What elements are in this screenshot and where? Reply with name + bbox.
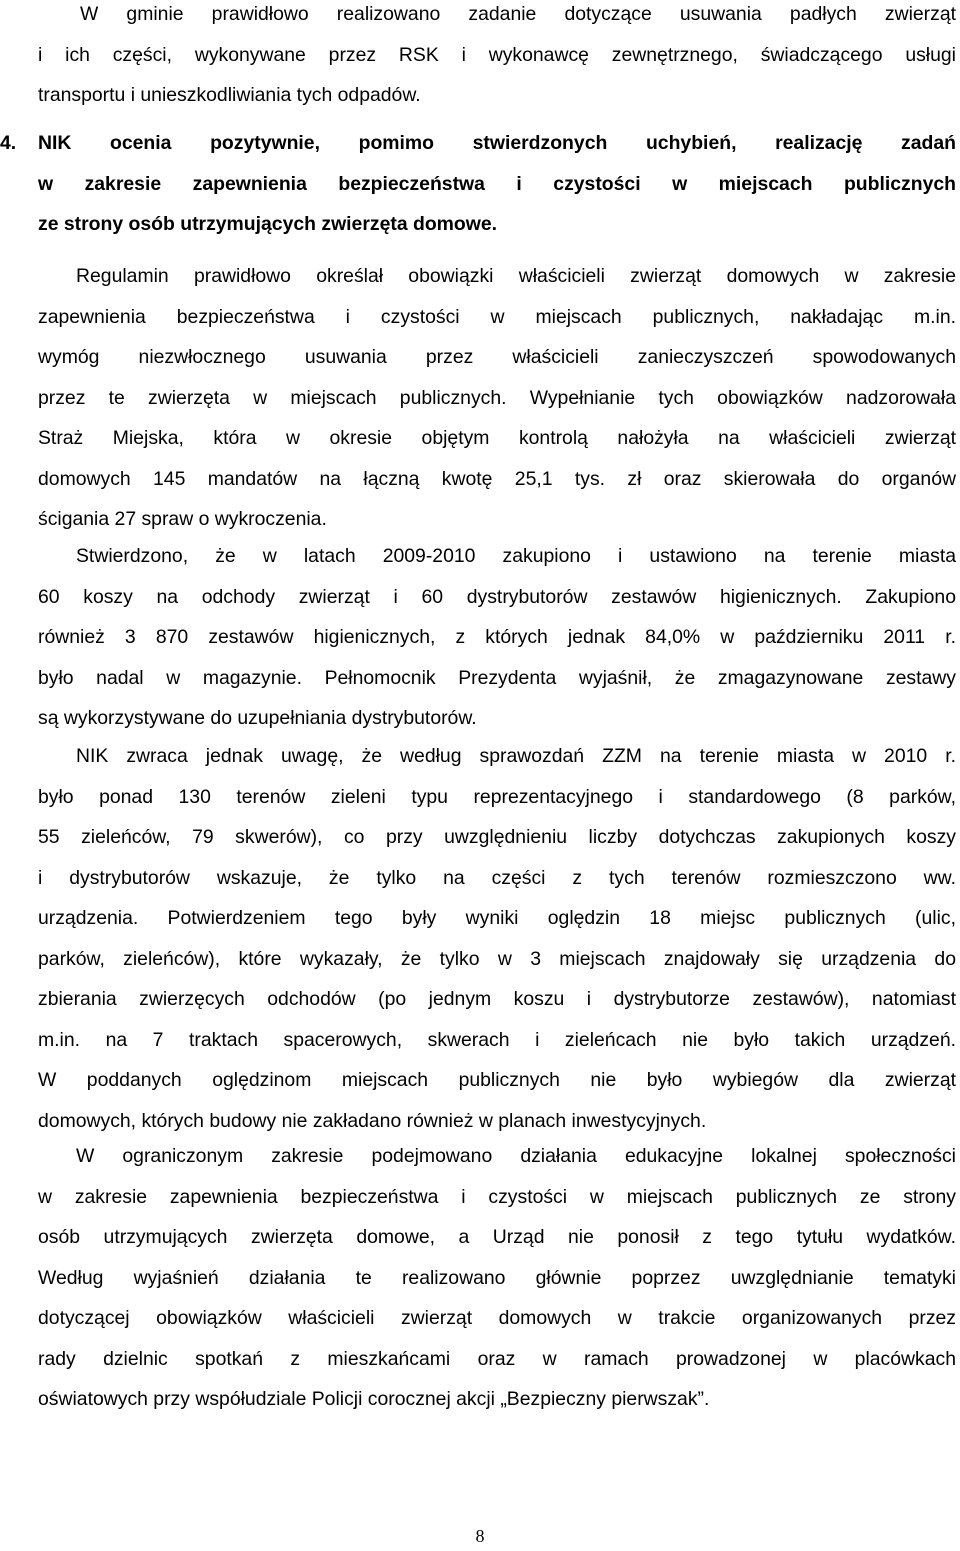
page-number: 8 (475, 1526, 485, 1546)
text-line: W poddanych oględzinom miejscach publicznych nie było wybiegów dla zwierząt (38, 1069, 956, 1091)
text-line: urządzenia. Potwierdzeniem tego były wyniki oględzin 18 miejsc publicznych (ulic, (38, 907, 956, 929)
text-line: domowych, których budowy nie zakładano również w planach inwestycyjnych. (38, 1109, 707, 1132)
paragraph-dead-animals (38, 0, 956, 116)
text-line: i ich części, wykonywane przez RSK i wykonawcę zewnętrznego, świadczącego usługi (38, 43, 956, 66)
text-line: W ograniczonym zakresie podejmowano działania edukacyjne lokalnej społeczności (76, 1145, 956, 1167)
paragraph-education (38, 1136, 956, 1420)
text-line: było nadal w magazynie. Pełnomocnik Prezydenta wyjaśnił, że zmagazynowane zestawy (38, 666, 956, 689)
text-line-content: NIK ocenia pozytywnie, pomimo stwierdzonych uchybień, realizację zadań (38, 132, 956, 154)
text-line: m.in. na 7 traktach spacerowych, skwerach i zieleńcach nie było takich urządzeń. (38, 1028, 956, 1051)
text-line: są wykorzystywane do uzupełniania dystrybutorów. (38, 707, 477, 729)
text-line: zapewnienia bezpieczeństwa i czystości w miejscach publicznych, nakładając m.in. (38, 305, 956, 328)
paragraph-nik-remarks (38, 736, 956, 1141)
text-line: osób utrzymujących zwierzęta domowe, a Urząd nie ponosił z tego tytułu wydatków. (38, 1226, 956, 1248)
text-line: wymóg niezwłocznego usuwania przez właścicieli zanieczyszczeń spowodowanych (38, 346, 956, 368)
paragraph-regulations (38, 256, 956, 540)
text-line: Według wyjaśnień działania te realizowano głównie poprzez uwzględnianie tematyki (38, 1266, 956, 1289)
text-line: ze strony osób utrzymujących zwierzęta domowe. (38, 213, 498, 235)
text-line: transportu i unieszkodliwiania tych odpadów. (38, 84, 421, 106)
text-line: i dystrybutorów wskazuje, że tylko na części z tych terenów rozmieszczono ww. (38, 866, 956, 889)
text-line: w zakresie zapewnienia bezpieczeństwa i czystości w miejscach publicznych ze strony (38, 1185, 956, 1208)
text-line: domowych 145 mandatów na łączną kwotę 25,1 tys. zł oraz skierowała do organów (38, 467, 956, 490)
text-line: W gminie prawidłowo realizowano zadanie dotyczące usuwania padłych zwierząt (80, 3, 956, 25)
text-line: zbierania zwierzęcych odchodów (po jednym koszu i dystrybutorze zestawów), natomiast (38, 988, 956, 1010)
text-line: również 3 870 zestawów higienicznych, z których jednak 84,0% w październiku 2011 r. (38, 626, 956, 648)
text-line: było ponad 130 terenów zieleni typu reprezentacyjnego i standardowego (8 parków, (38, 785, 956, 808)
text-line: Regulamin prawidłowo określał obowiązki właścicieli zwierząt domowych w zakresie (76, 265, 956, 287)
text-line: 60 koszy na odchody zwierząt i 60 dystrybutorów zestawów higienicznych. Zakupiono (38, 585, 956, 608)
text-line: oświatowych przy współudziale Policji corocznej akcji „Bezpieczny pierwszak”. (38, 1388, 710, 1410)
list-number: 4. (0, 132, 17, 154)
finding-heading-4 (0, 123, 956, 245)
text-line: rady dzielnic spotkań z mieszkańcami oraz w ramach prowadzonej w placówkach (38, 1347, 956, 1370)
text-line: Stwierdzono, że w latach 2009-2010 zakupiono i ustawiono na terenie miasta (76, 545, 956, 567)
text-line: Straż Miejska, która w okresie objętym kontrolą nałożyła na właścicieli zwierząt (38, 427, 956, 449)
text-line: ścigania 27 spraw o wykroczenia. (38, 508, 327, 530)
text-line: NIK zwraca jednak uwagę, że według sprawozdań ZZM na terenie miasta w 2010 r. (76, 745, 956, 767)
text-line: dotyczącej obowiązków właścicieli zwierząt domowych w trakcie organizowanych przez (38, 1307, 956, 1329)
text-line: parków, zieleńców), które wykazały, że tylko w 3 miejscach znajdowały się urządzenia do (38, 947, 956, 970)
text-line: przez te zwierzęta w miejscach publicznych. Wypełnianie tych obowiązków nadzorowała (38, 386, 956, 409)
paragraph-bins-purchase (38, 536, 956, 739)
text-line: 55 zieleńców, 79 skwerów), co przy uwzględnieniu liczby dotychczas zakupionych koszy (38, 826, 956, 848)
text-line (0, 123, 956, 164)
text-line: w zakresie zapewnienia bezpieczeństwa i czystości w miejscach publicznych (38, 172, 956, 195)
